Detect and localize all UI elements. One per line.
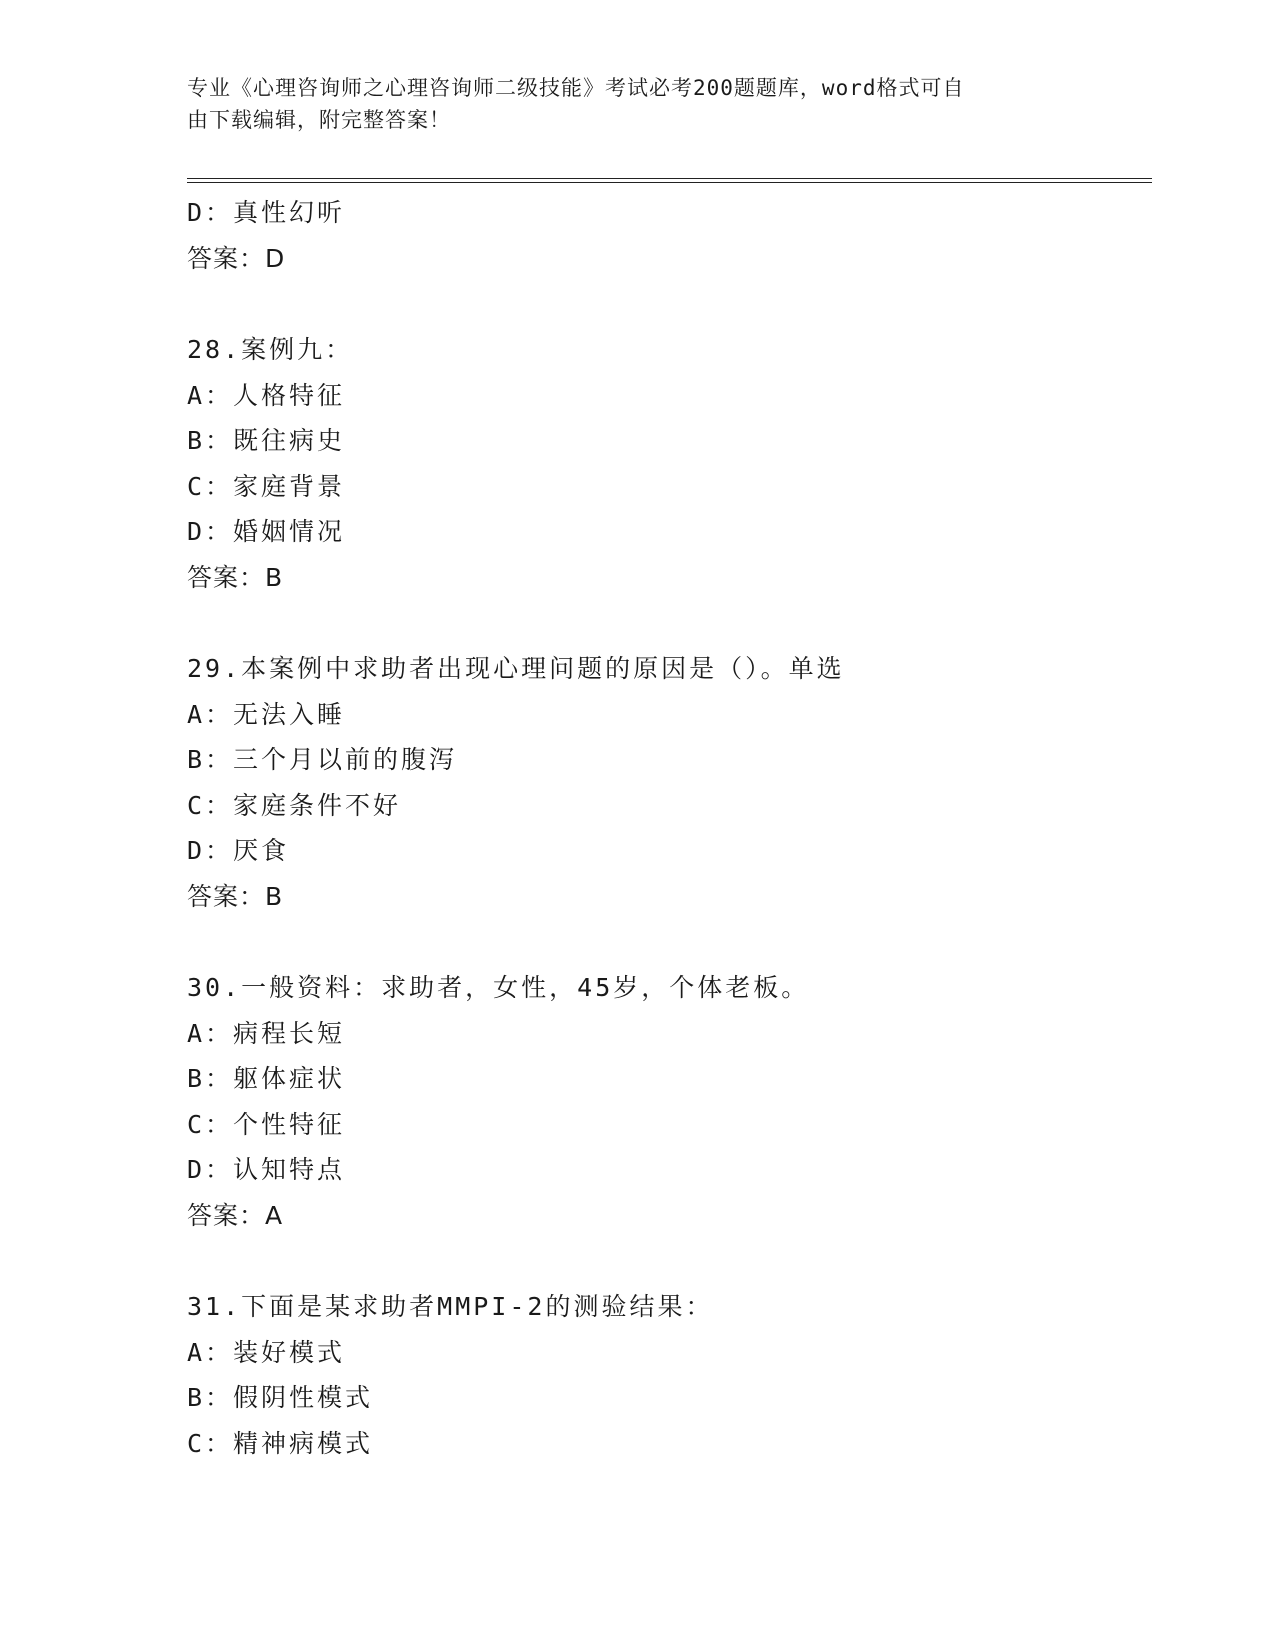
question-31 [187, 1284, 1152, 1466]
option-d: D：真性幻听 [187, 198, 346, 227]
question-stem: 29.本案例中求助者出现心理问题的原因是（）。单选 [187, 654, 845, 683]
option-a: A：人格特征 [187, 380, 346, 410]
question-stem: 28.案例九： [187, 335, 354, 364]
header-divider-top [187, 178, 1152, 179]
spacer [187, 281, 1152, 327]
document-header [187, 72, 1067, 136]
option-b: B：既往病史 [187, 426, 346, 455]
option-d: D：认知特点 [187, 1155, 346, 1184]
option-d: D：厌食 [187, 836, 290, 865]
header-line-1: 专业《心理咨询师之心理咨询师二级技能》考试必考200题题库，word格式可自 [187, 76, 965, 100]
answer-line: 答案：B [187, 881, 284, 911]
header-divider-bottom [187, 182, 1152, 183]
option-d: D：婚姻情况 [187, 517, 346, 546]
spacer [187, 919, 1152, 965]
question-list [187, 190, 1152, 1466]
question-29 [187, 646, 1152, 919]
header-line-2: 由下载编辑，附完整答案！ [187, 108, 451, 132]
spacer [187, 1238, 1152, 1284]
option-c: C：家庭背景 [187, 471, 346, 501]
answer-line: 答案：B [187, 562, 284, 592]
option-b: B：躯体症状 [187, 1064, 346, 1093]
question-stem: 30.一般资料：求助者，女性，45岁，个体老板。 [187, 973, 810, 1002]
option-a: A：装好模式 [187, 1337, 346, 1367]
question-28 [187, 327, 1152, 600]
option-a: A：病程长短 [187, 1018, 346, 1048]
spacer [187, 600, 1152, 646]
option-b: B：三个月以前的腹泻 [187, 745, 458, 774]
option-c: C：家庭条件不好 [187, 790, 402, 820]
option-a: A：无法入睡 [187, 699, 346, 729]
option-c: C：精神病模式 [187, 1428, 374, 1458]
answer-line: 答案：D [187, 243, 286, 273]
answer-line: 答案：A [187, 1200, 284, 1230]
question-stem: 31.下面是某求助者MMPI-2的测验结果： [187, 1292, 714, 1321]
option-c: C：个性特征 [187, 1109, 346, 1139]
question-30 [187, 965, 1152, 1238]
option-b: B：假阴性模式 [187, 1383, 374, 1412]
